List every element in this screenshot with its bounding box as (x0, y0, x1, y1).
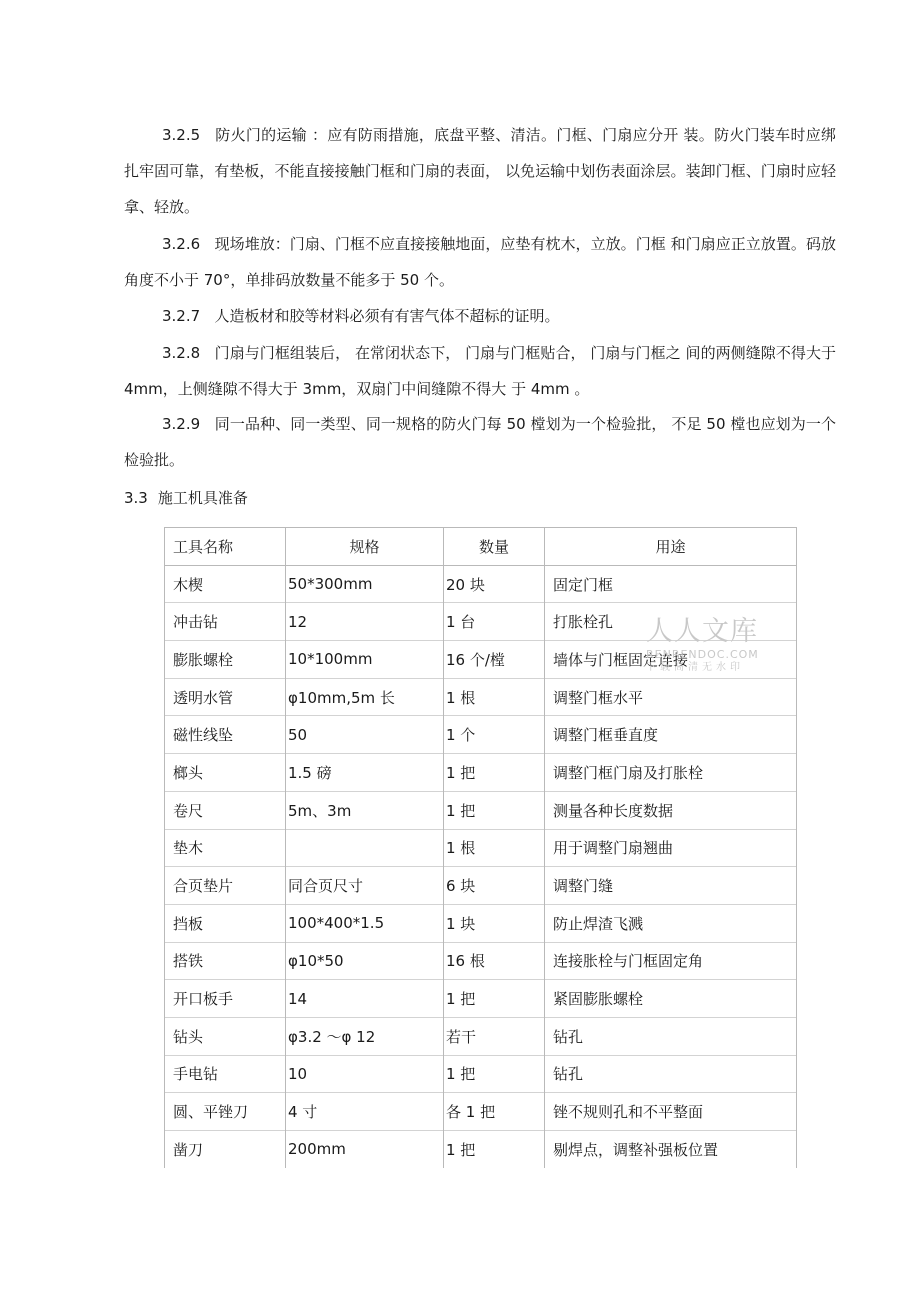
cell-spec: 4 寸 (286, 1093, 444, 1131)
table-row (165, 942, 797, 980)
section-title: 施工机具准备 (157, 489, 248, 507)
cell-quantity: 1 块 (444, 904, 545, 942)
header-quantity: 数量 (444, 528, 545, 566)
cell-tool-name: 冲击钻 (165, 603, 286, 641)
table-row (165, 829, 797, 867)
paragraph-number: 3.2.7 (162, 307, 201, 325)
cell-usage: 测量各种长度数据 (545, 791, 797, 829)
cell-spec: 50 (286, 716, 444, 754)
cell-spec (286, 829, 444, 867)
cell-spec: 50*300mm (286, 565, 444, 603)
cell-tool-name: 手电钻 (165, 1055, 286, 1093)
cell-usage: 剔焊点，调整补强板位置 (545, 1131, 797, 1168)
paragraph-3-2-8 (124, 335, 836, 407)
cell-quantity: 16 根 (444, 942, 545, 980)
paragraph-3-2-9 (124, 406, 836, 478)
header-spec: 规格 (286, 528, 444, 566)
cell-spec: φ10mm,5m 长 (286, 678, 444, 716)
paragraph-number: 3.2.5 (162, 126, 201, 144)
cell-usage: 调整门框垂直度 (545, 716, 797, 754)
cell-quantity: 1 把 (444, 1131, 545, 1168)
cell-spec: 10 (286, 1055, 444, 1093)
cell-spec: 10*100mm (286, 641, 444, 679)
table-row (165, 716, 797, 754)
cell-usage: 调整门缝 (545, 867, 797, 905)
cell-tool-name: 木楔 (165, 565, 286, 603)
cell-tool-name: 凿刀 (165, 1131, 286, 1168)
cell-quantity: 6 块 (444, 867, 545, 905)
cell-tool-name: 圆、平锉刀 (165, 1093, 286, 1131)
header-usage: 用途 (545, 528, 797, 566)
cell-quantity: 1 把 (444, 980, 545, 1018)
table-row (165, 1093, 797, 1131)
table-row (165, 980, 797, 1018)
table-row (165, 904, 797, 942)
cell-usage: 调整门框门扇及打胀栓 (545, 754, 797, 792)
cell-quantity: 1 根 (444, 678, 545, 716)
tools-table (164, 527, 797, 1168)
table-row (165, 754, 797, 792)
cell-usage: 打胀栓孔 (545, 603, 797, 641)
cell-spec: 同合页尺寸 (286, 867, 444, 905)
cell-tool-name: 钻头 (165, 1017, 286, 1055)
paragraph-3-2-6 (124, 226, 836, 298)
paragraph-number: 3.2.8 (162, 344, 201, 362)
cell-usage: 固定门框 (545, 565, 797, 603)
cell-tool-name: 卷尺 (165, 791, 286, 829)
cell-spec: 100*400*1.5 (286, 904, 444, 942)
cell-quantity: 20 块 (444, 565, 545, 603)
cell-spec: 200mm (286, 1131, 444, 1168)
paragraph-number: 3.2.9 (162, 415, 201, 433)
cell-quantity: 1 个 (444, 716, 545, 754)
cell-quantity: 各 1 把 (444, 1093, 545, 1131)
watermark-url: RENRENDOC.COM (646, 648, 759, 661)
cell-tool-name: 搭铁 (165, 942, 286, 980)
watermark-title: 人人文库 (646, 616, 758, 647)
cell-tool-name: 挡板 (165, 904, 286, 942)
cell-usage: 调整门框水平 (545, 678, 797, 716)
paragraph-text: 同一品种、同一类型、同一规格的防火门每 50 樘划为一个检验批， 不足 50 樘也应划为一个检验批。 (124, 415, 836, 469)
cell-quantity: 若干 (444, 1017, 545, 1055)
cell-quantity: 1 台 (444, 603, 545, 641)
cell-spec: 5m、3m (286, 791, 444, 829)
cell-usage: 连接胀栓与门框固定角 (545, 942, 797, 980)
cell-quantity: 1 根 (444, 829, 545, 867)
cell-tool-name: 开口板手 (165, 980, 286, 1018)
cell-quantity: 1 把 (444, 1055, 545, 1093)
paragraph-3-2-7 (124, 298, 836, 334)
table-row (165, 1017, 797, 1055)
paragraph-text: 门扇与门框组装后， 在常闭状态下， 门扇与门框贴合， 门扇与门框之 间的两侧缝隙不得大于 4mm，上侧缝隙不得大于 3mm，双扇门中间缝隙不得大 于 4mm 。 (124, 344, 836, 398)
table-row (165, 603, 797, 641)
watermark-subtitle: 下载高清无水印 (646, 662, 744, 673)
paragraph-3-2-5 (124, 117, 836, 225)
paragraph-text: 防火门的运输 ：应有防雨措施，底盘平整、清洁。门框、门扇应分开 装。防火门装车时应绑扎牢固可靠，有垫板，不能直接接触门框和门扇的表面， 以免运输中划伤表面涂层。装卸门框、门扇时应轻拿、轻放。 (124, 126, 836, 216)
cell-tool-name: 榔头 (165, 754, 286, 792)
section-heading (124, 484, 248, 512)
table-row (165, 1131, 797, 1168)
cell-tool-name: 垫木 (165, 829, 286, 867)
table-row (165, 678, 797, 716)
cell-usage: 钻孔 (545, 1017, 797, 1055)
cell-quantity: 1 把 (444, 754, 545, 792)
cell-quantity: 1 把 (444, 791, 545, 829)
paragraph-text: 人造板材和胶等材料必须有有害气体不超标的证明。 (214, 307, 560, 325)
section-number: 3.3 (124, 489, 148, 507)
table-row (165, 791, 797, 829)
cell-spec: φ10*50 (286, 942, 444, 980)
cell-usage: 锉不规则孔和不平整面 (545, 1093, 797, 1131)
cell-tool-name: 磁性线坠 (165, 716, 286, 754)
paragraph-text: 现场堆放：门扇、门框不应直接接触地面，应垫有枕木，立放。门框 和门扇应正立放置。码放角度不小于 70°，单排码放数量不能多于 50 个。 (124, 235, 836, 289)
cell-tool-name: 膨胀螺栓 (165, 641, 286, 679)
cell-spec: 14 (286, 980, 444, 1018)
cell-usage: 墙体与门框固定连接 (545, 641, 797, 679)
cell-usage: 防止焊渣飞溅 (545, 904, 797, 942)
cell-usage: 钻孔 (545, 1055, 797, 1093)
table-header-row (165, 528, 797, 566)
header-tool-name: 工具名称 (165, 528, 286, 566)
cell-usage: 用于调整门扇翘曲 (545, 829, 797, 867)
table-row (165, 641, 797, 679)
cell-spec: 12 (286, 603, 444, 641)
cell-spec: 1.5 磅 (286, 754, 444, 792)
cell-tool-name: 合页垫片 (165, 867, 286, 905)
cell-usage: 紧固膨胀螺栓 (545, 980, 797, 1018)
paragraph-number: 3.2.6 (162, 235, 201, 253)
table-row (165, 867, 797, 905)
table-row (165, 1055, 797, 1093)
cell-spec: φ3.2 ～φ 12 (286, 1017, 444, 1055)
cell-tool-name: 透明水管 (165, 678, 286, 716)
table-row (165, 565, 797, 603)
cell-quantity: 16 个/樘 (444, 641, 545, 679)
